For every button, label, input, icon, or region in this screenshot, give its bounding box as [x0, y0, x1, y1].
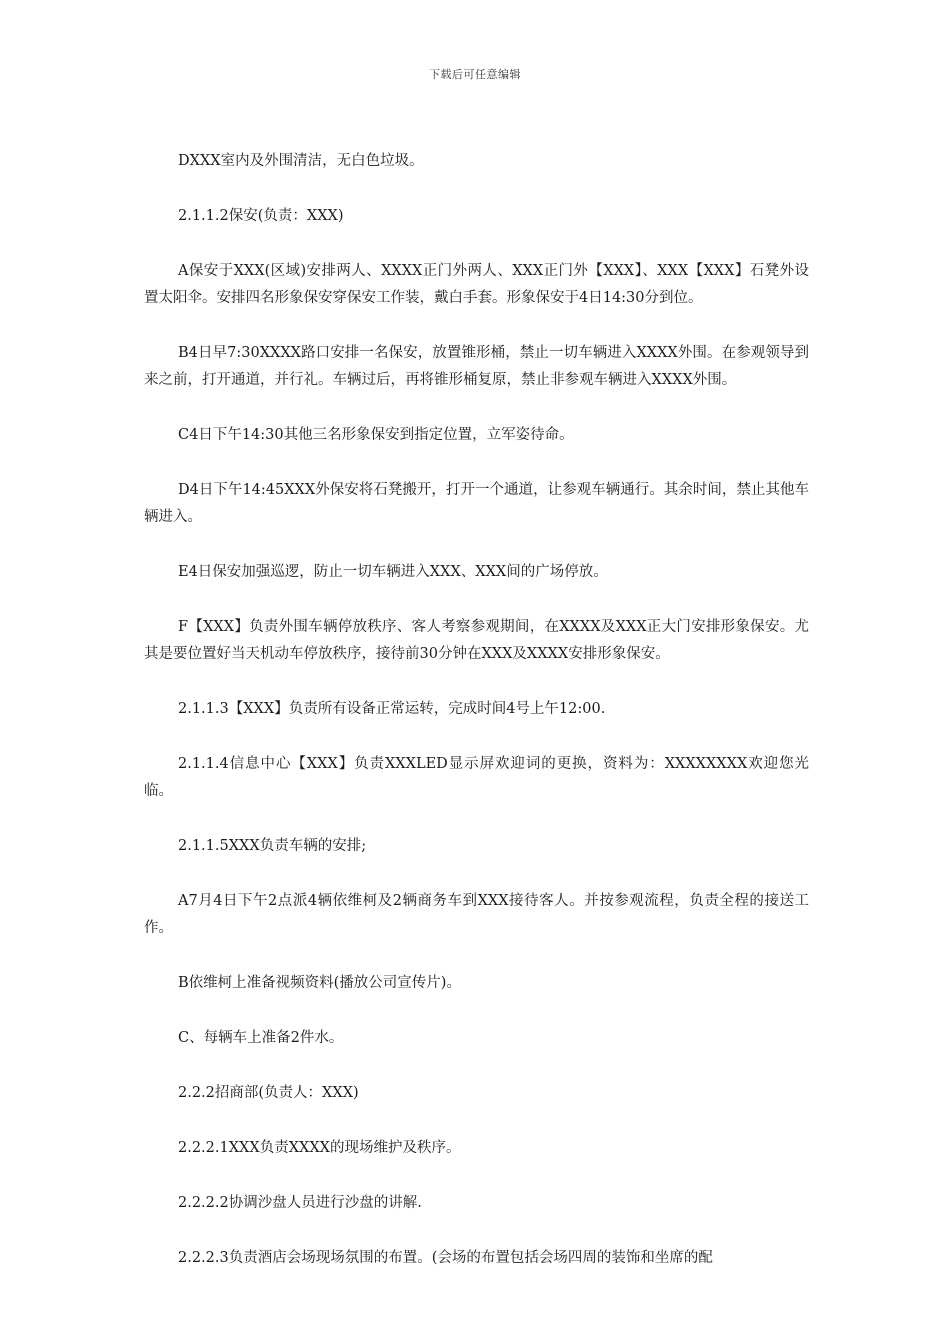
paragraph: E4日保安加强巡逻，防止一切车辆进入XXX、XXX间的广场停放。 — [178, 564, 608, 580]
document-body — [144, 148, 809, 1300]
paragraph: C4日下午14:30其他三名形象保安到指定位置，立军姿待命。 — [178, 427, 574, 443]
paragraph: F【XXX】负责外围车辆停放秩序、客人考察参观期间，在XXXX及XXX正大门安排形象保安。尤其是要位置好当天机动车停放秩序，接待前30分钟在XXX及XXXX安排形象保安。 — [144, 619, 809, 662]
paragraph: A7月4日下午2点派4辆依维柯及2辆商务车到XXX接待客人。并按参观流程，负责全程的接送工作。 — [144, 893, 809, 936]
paragraph: D4日下午14:45XXX外保安将石凳搬开，打开一个通道，让参观车辆通行。其余时间，禁止其他车辆进入。 — [144, 482, 809, 525]
paragraph: C、每辆车上准备2件水。 — [178, 1030, 344, 1046]
paragraph: B4日早7:30XXXX路口安排一名保安，放置锥形桶，禁止一切车辆进入XXXX外围。在参观领导到来之前，打开通道，并行礼。车辆过后，再将锥形桶复原，禁止非参观车辆进入XXXX外围。 — [144, 345, 809, 388]
section-item: 2.2.2.2协调沙盘人员进行沙盘的讲解. — [178, 1195, 422, 1211]
section-item: 2.1.1.4信息中心【XXX】负责XXXLED显示屏欢迎词的更换，资料为：XXXXXXXX欢迎您光临。 — [144, 756, 809, 799]
section-item: 2.2.2.1XXX负责XXXX的现场维护及秩序。 — [178, 1140, 461, 1156]
page-header-note: 下载后可任意编辑 — [429, 68, 521, 81]
paragraph: DXXX室内及外围清洁，无白色垃圾。 — [178, 153, 424, 169]
section-item: 2.1.1.3【XXX】负责所有设备正常运转，完成时间4号上午12:00. — [178, 701, 606, 717]
section-heading: 2.2.2招商部(负责人：XXX) — [178, 1085, 359, 1101]
section-heading: 2.1.1.5XXX负责车辆的安排; — [178, 838, 367, 854]
paragraph: B依维柯上准备视频资料(播放公司宣传片)。 — [178, 975, 461, 991]
paragraph: A保安于XXX(区域)安排两人、XXXX正门外两人、XXX正门外【XXX】、XXX【XXX】石凳外设置太阳伞。安排四名形象保安穿保安工作装，戴白手套。形象保安于4日14:30分到位。 — [144, 263, 809, 306]
section-item: 2.2.2.3负责酒店会场现场氛围的布置。(会场的布置包括会场四周的装饰和坐席的配 — [178, 1250, 713, 1266]
section-heading: 2.1.1.2保安(负责：XXX) — [178, 208, 344, 224]
